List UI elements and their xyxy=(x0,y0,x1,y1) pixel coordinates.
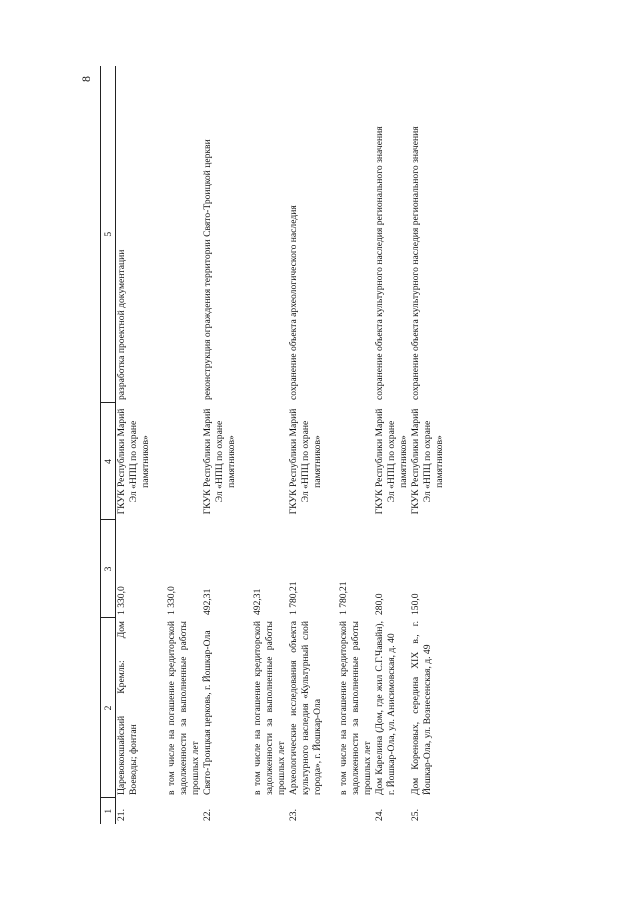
amount: 280,0 xyxy=(373,593,385,615)
table-row xyxy=(410,66,446,824)
sub-description: в том числе на погашение кредиторской задолженности за выполненные работы прошлых лет xyxy=(165,621,201,795)
object-name: Царевококшайский Кремль: Дом Воеводы; фонтан xyxy=(116,621,139,795)
object-name: Дом Кореновых, середина XIX в., г. Йошкар-Ола, ул. Вознесенская, д. 49 xyxy=(409,621,433,795)
purpose: реконструкция ограждения территории Свято-Троицкой церкви xyxy=(201,139,213,400)
purpose: сохранение объекта культурного наследия регионального значения xyxy=(373,126,385,400)
organization: ГКУК Республики Марий Эл «НПЦ по охране памятников» xyxy=(373,408,409,515)
table-row xyxy=(374,66,410,824)
purpose: сохранение объекта культурного наследия регионального значения xyxy=(409,126,421,400)
purpose: разработка проектной документации xyxy=(116,249,127,400)
organization: ГКУК Республики Марий Эл «НПЦ по охране памятников» xyxy=(201,408,237,515)
table-header-row xyxy=(101,66,116,824)
amount: 492,31 xyxy=(201,588,213,615)
budget-table xyxy=(100,66,446,824)
sub-description: в том числе на погашение кредиторской задолженности за выполненные работы прошлых лет xyxy=(337,621,373,795)
table-subrow xyxy=(238,66,288,824)
purpose: сохранение объекта археологического наследия xyxy=(287,205,299,400)
header-col-3: 3 xyxy=(101,520,116,618)
sub-amount: 492,31 xyxy=(251,588,263,615)
sub-amount: 1 780,21 xyxy=(337,581,349,615)
page-number: 8 xyxy=(79,76,93,82)
table-row xyxy=(202,66,238,824)
amount: 1 330,0 xyxy=(116,586,127,615)
table-subrow xyxy=(152,66,202,824)
amount: 1 780,21 xyxy=(287,581,299,615)
sub-amount: 1 330,0 xyxy=(165,586,177,615)
table-row xyxy=(116,66,152,824)
organization: ГКУК Республики Марий Эл «НПЦ по охране памятников» xyxy=(287,408,323,515)
row-number: 24. xyxy=(373,809,385,821)
table-subrow xyxy=(324,66,374,824)
row-number: 23. xyxy=(287,809,299,821)
table-row xyxy=(288,66,324,824)
sub-description: в том числе на погашение кредиторской задолженности за выполненные работы прошлых лет xyxy=(251,621,287,795)
object-name: Дом Карелина (Дом, где жил С.Г.Чавайн), г. Йошкар-Ола, ул. Анисимовская, д. 40 xyxy=(373,621,397,795)
organization: ГКУК Республики Марий Эл «НПЦ по охране памятников» xyxy=(409,408,445,515)
organization: ГКУК Республики Марий Эл «НПЦ по охране памятников» xyxy=(116,408,151,515)
object-name: Свято-Троицкая церковь, г. Йошкар-Ола xyxy=(201,630,213,795)
amount: 150,0 xyxy=(409,593,421,615)
header-col-1: 1 xyxy=(101,798,116,824)
header-col-5: 5 xyxy=(101,66,116,403)
row-number: 22. xyxy=(201,809,213,821)
object-name: Археологические исследования объекта культурного наследия «Культурный слой города», г. Йошкар-Ола xyxy=(287,621,323,795)
row-number: 21. xyxy=(116,809,127,821)
row-number: 25. xyxy=(409,809,421,821)
header-col-2: 2 xyxy=(101,618,116,798)
header-col-4: 4 xyxy=(101,403,116,520)
